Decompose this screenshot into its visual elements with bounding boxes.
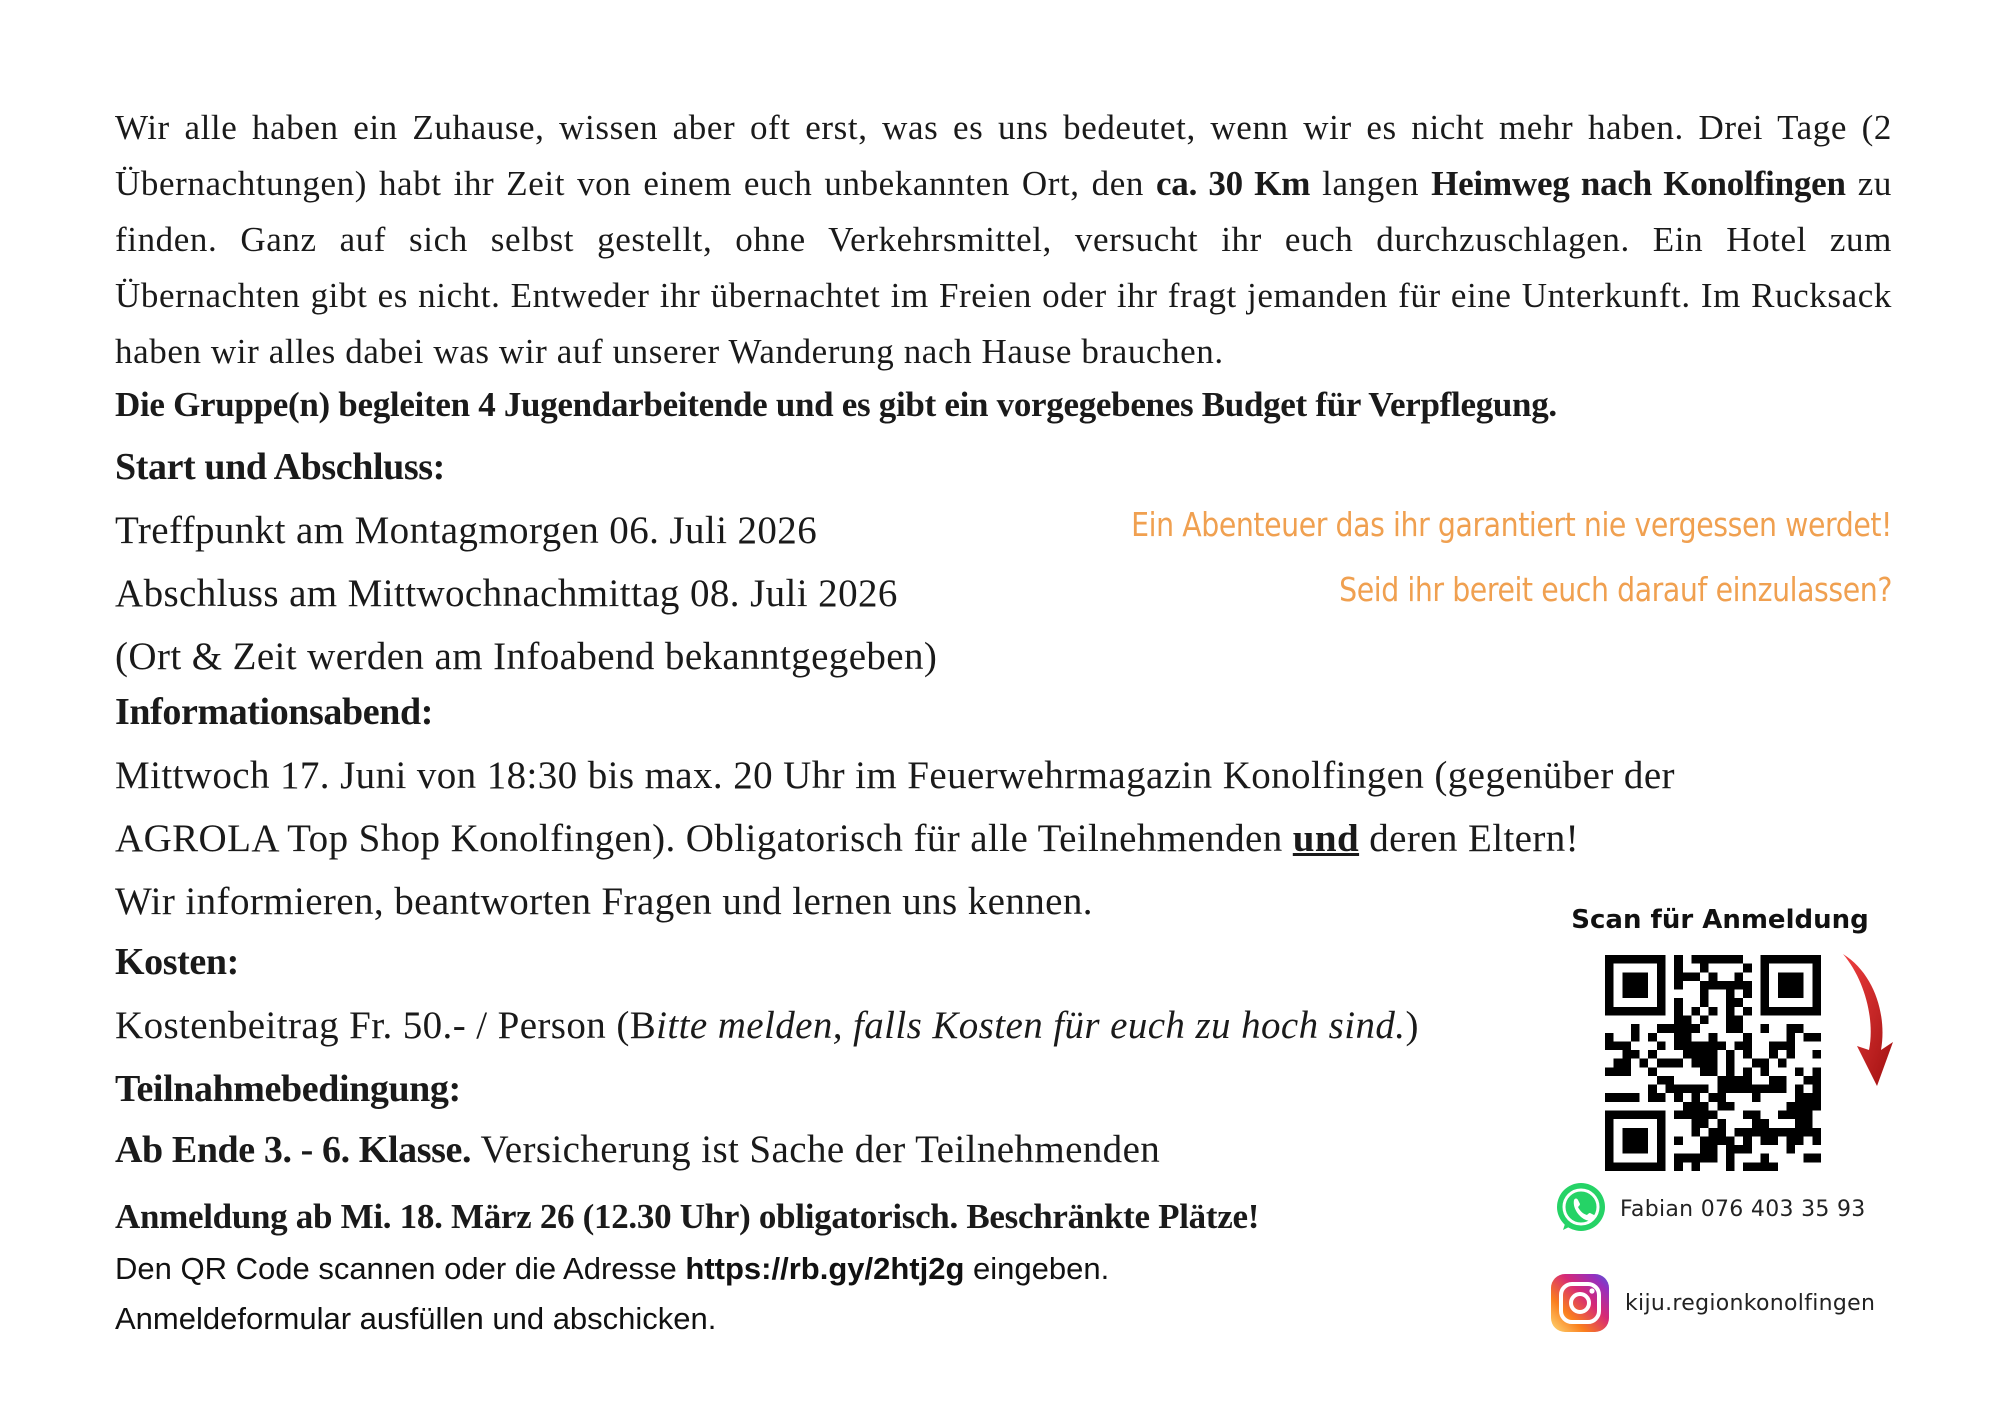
qr-module — [1631, 1024, 1640, 1033]
qr-module — [1700, 998, 1709, 1007]
start-meeting-line: Treffpunkt am Montagmorgen 06. Juli 2026 — [115, 509, 818, 552]
qr-module — [1743, 1041, 1752, 1050]
qr-module — [1691, 1119, 1700, 1128]
qr-module — [1614, 1067, 1623, 1076]
qr-module — [1622, 1041, 1631, 1050]
qr-module — [1665, 1076, 1674, 1085]
qr-module — [1622, 1059, 1631, 1068]
qr-module — [1683, 1050, 1692, 1059]
qr-module — [1743, 1145, 1752, 1154]
qr-module — [1812, 1050, 1821, 1059]
qr-module — [1717, 981, 1726, 990]
qr-module — [1752, 1111, 1761, 1120]
qr-module — [1812, 1154, 1821, 1163]
qr-module — [1735, 955, 1744, 964]
qr-module — [1717, 1076, 1726, 1085]
qr-module — [1769, 1076, 1778, 1085]
qr-module — [1795, 1024, 1804, 1033]
info-line-1: Mittwoch 17. Juni von 18:30 bis max. 20 Uhr im Feuerwehrmagazin Konolfingen (gegenüber der — [115, 754, 1675, 797]
qr-module — [1726, 1024, 1735, 1033]
qr-module — [1622, 1050, 1631, 1059]
info-und-emphasis: und — [1292, 817, 1360, 860]
conditions-rest: Versicherung ist Sache der Teilnehmenden — [471, 1128, 1161, 1171]
info-line-3: Wir informieren, beantworten Fragen und lernen uns kennen. — [115, 880, 1093, 923]
qr-module — [1657, 1076, 1666, 1085]
registration-headline: Anmeldung ab Mi. 18. März 26 (12.30 Uhr) obligatorisch. Beschränkte Plätze! — [115, 1197, 1260, 1236]
qr-module — [1709, 1154, 1718, 1163]
qr-module — [1709, 1033, 1718, 1042]
qr-module — [1717, 1093, 1726, 1102]
qr-module — [1683, 1111, 1692, 1120]
instagram-icon[interactable] — [1549, 1272, 1611, 1334]
qr-module — [1735, 972, 1744, 981]
qr-module — [1761, 1136, 1770, 1145]
qr-module — [1735, 1015, 1744, 1024]
qr-module — [1700, 981, 1709, 990]
qr-module — [1700, 955, 1709, 964]
qr-module — [1735, 998, 1744, 1007]
qr-module — [1648, 1093, 1657, 1102]
qr-module — [1786, 1145, 1795, 1154]
info-line-2-a: AGROLA Top Shop Konolfingen). Obligatorisch für alle Teilnehmenden — [115, 817, 1293, 860]
qr-module — [1622, 1067, 1631, 1076]
qr-module — [1683, 972, 1692, 981]
conditions-grade: Ab Ende 3. - 6. Klasse. — [115, 1129, 472, 1171]
qr-module — [1786, 1102, 1795, 1111]
qr-module — [1726, 955, 1735, 964]
start-heading: Start und Abschluss: — [115, 446, 445, 488]
qr-module — [1691, 1128, 1700, 1137]
costs-line — [115, 1003, 1419, 1048]
qr-module — [1665, 1059, 1674, 1068]
qr-module — [1752, 1093, 1761, 1102]
instagram-handle[interactable]: kiju.regionkonolfingen — [1625, 1291, 1876, 1316]
qr-module — [1726, 1102, 1735, 1111]
qr-module — [1700, 1015, 1709, 1024]
start-note-line: (Ort & Zeit werden am Infoabend bekanntgegeben) — [115, 635, 938, 678]
qr-module — [1761, 1128, 1770, 1137]
intro-text-1: Wir alle haben ein Zuhause, wissen aber oft erst, was es uns bedeutet, wenn wir es nicht mehr haben. Drei Tage (2 Übernachtungen) habt ihr Zeit von einem euch unbekannten Ort, den — [115, 108, 1892, 203]
qr-module — [1769, 1050, 1778, 1059]
qr-module — [1812, 1093, 1821, 1102]
qr-module — [1735, 1128, 1744, 1137]
qr-module — [1735, 1041, 1744, 1050]
costs-text-b: ) — [1405, 1004, 1419, 1047]
qr-module — [1778, 1041, 1787, 1050]
qr-module — [1683, 1102, 1692, 1111]
qr-module — [1812, 1102, 1821, 1111]
registration-text-b: eingeben. — [964, 1251, 1110, 1286]
conditions-heading: Teilnahmebedingung: — [115, 1068, 461, 1110]
qr-module — [1691, 972, 1700, 981]
qr-module — [1752, 1128, 1761, 1137]
qr-module — [1812, 1076, 1821, 1085]
qr-module — [1761, 1085, 1770, 1094]
qr-module — [1735, 1145, 1744, 1154]
qr-module — [1665, 1024, 1674, 1033]
qr-module — [1648, 1033, 1657, 1042]
qr-module — [1691, 1111, 1700, 1120]
qr-module — [1726, 998, 1735, 1007]
qr-module — [1786, 1136, 1795, 1145]
qr-module — [1804, 1102, 1813, 1111]
qr-module — [1795, 1067, 1804, 1076]
qr-module — [1691, 1154, 1700, 1163]
qr-module — [1648, 1085, 1657, 1094]
qr-module — [1709, 1007, 1718, 1016]
qr-module — [1769, 1128, 1778, 1137]
qr-module — [1691, 1041, 1700, 1050]
costs-heading: Kosten: — [115, 941, 239, 983]
qr-module — [1709, 1059, 1718, 1068]
qr-module — [1614, 1041, 1623, 1050]
whatsapp-icon[interactable] — [1553, 1180, 1609, 1236]
qr-module — [1804, 1119, 1813, 1128]
qr-module — [1769, 1162, 1778, 1171]
qr-module — [1657, 1041, 1666, 1050]
qr-module — [1761, 1024, 1770, 1033]
qr-module — [1778, 1128, 1787, 1137]
qr-module — [1674, 998, 1683, 1007]
qr-module — [1709, 981, 1718, 990]
qr-module — [1717, 955, 1726, 964]
qr-module — [1726, 1050, 1735, 1059]
qr-module — [1709, 1128, 1718, 1137]
qr-module — [1674, 1015, 1683, 1024]
qr-module — [1674, 1093, 1683, 1102]
qr-module — [1674, 1111, 1683, 1120]
registration-text-a: Den QR Code scannen oder die Adresse — [115, 1251, 686, 1286]
qr-module — [1743, 1033, 1752, 1042]
qr-module — [1778, 1059, 1787, 1068]
qr-module — [1761, 1119, 1770, 1128]
info-line-2 — [115, 816, 1579, 861]
qr-module — [1691, 1085, 1700, 1094]
qr-module — [1795, 1119, 1804, 1128]
qr-title: Scan für Anmeldung — [1571, 905, 1869, 935]
qr-module — [1726, 1059, 1735, 1068]
qr-module — [1786, 1033, 1795, 1042]
qr-module — [1700, 1145, 1709, 1154]
qr-module — [1717, 1128, 1726, 1137]
qr-module — [1726, 1145, 1735, 1154]
conditions-line — [115, 1127, 1160, 1172]
qr-module — [1700, 1041, 1709, 1050]
qr-module — [1743, 1136, 1752, 1145]
qr-module — [1674, 1007, 1683, 1016]
qr-module — [1700, 1136, 1709, 1145]
qr-module — [1709, 955, 1718, 964]
qr-module — [1683, 1085, 1692, 1094]
qr-module — [1795, 1136, 1804, 1145]
qr-module — [1691, 1024, 1700, 1033]
qr-module — [1674, 1085, 1683, 1094]
qr-code[interactable] — [1605, 955, 1821, 1171]
qr-module — [1717, 1119, 1726, 1128]
qr-module — [1674, 1033, 1683, 1042]
qr-module — [1709, 1136, 1718, 1145]
qr-module — [1674, 1024, 1683, 1033]
qr-module — [1778, 1076, 1787, 1085]
qr-module — [1769, 1136, 1778, 1145]
qr-module — [1674, 1162, 1683, 1171]
qr-module — [1709, 1041, 1718, 1050]
costs-text-italic: itte melden, falls Kosten für euch zu hoch sind. — [656, 1004, 1406, 1047]
qr-module — [1700, 964, 1709, 973]
qr-module — [1700, 1050, 1709, 1059]
qr-module — [1657, 1024, 1666, 1033]
registration-line-1 — [115, 1251, 1109, 1287]
qr-module — [1674, 955, 1683, 964]
qr-module — [1622, 1093, 1631, 1102]
qr-module — [1726, 1136, 1735, 1145]
qr-module — [1700, 1102, 1709, 1111]
qr-module — [1726, 1015, 1735, 1024]
intro-distance: ca. 30 Km — [1155, 164, 1311, 203]
info-line-2-b: deren Eltern! — [1359, 817, 1580, 860]
slogan-line-2: Seid ihr bereit euch darauf einzulassen? — [1339, 570, 1892, 609]
qr-module — [1683, 1154, 1692, 1163]
qr-module — [1726, 990, 1735, 999]
qr-module — [1709, 1111, 1718, 1120]
qr-module — [1674, 981, 1683, 990]
qr-module — [1743, 1128, 1752, 1137]
qr-module — [1743, 1067, 1752, 1076]
qr-module — [1691, 1059, 1700, 1068]
qr-module — [1726, 1067, 1735, 1076]
qr-module — [1631, 1033, 1640, 1042]
qr-module — [1691, 955, 1700, 964]
qr-module — [1605, 1093, 1614, 1102]
qr-module — [1700, 1067, 1709, 1076]
qr-module — [1743, 1085, 1752, 1094]
qr-module — [1631, 1093, 1640, 1102]
qr-module — [1786, 1111, 1795, 1120]
qr-module — [1605, 1041, 1614, 1050]
qr-module — [1709, 1093, 1718, 1102]
qr-module — [1761, 1067, 1770, 1076]
intro-text-2: langen — [1310, 164, 1432, 203]
qr-module — [1812, 1033, 1821, 1042]
qr-module — [1683, 1024, 1692, 1033]
qr-module — [1700, 1059, 1709, 1068]
qr-module — [1717, 1102, 1726, 1111]
start-end-line: Abschluss am Mittwochnachmittag 08. Juli 2026 — [115, 572, 898, 615]
qr-module — [1795, 1085, 1804, 1094]
qr-module — [1691, 1162, 1700, 1171]
qr-module — [1752, 1085, 1761, 1094]
qr-module — [1804, 1033, 1813, 1042]
qr-module — [1665, 1085, 1674, 1094]
qr-module — [1752, 1059, 1761, 1068]
qr-module — [1605, 1033, 1614, 1042]
qr-module — [1700, 1119, 1709, 1128]
qr-module — [1700, 1111, 1709, 1120]
qr-module — [1605, 1067, 1614, 1076]
qr-module — [1752, 1162, 1761, 1171]
qr-module — [1795, 1102, 1804, 1111]
qr-module — [1761, 1154, 1770, 1163]
qr-module — [1709, 1145, 1718, 1154]
qr-module — [1735, 1024, 1744, 1033]
qr-module — [1812, 1085, 1821, 1094]
qr-module — [1683, 1015, 1692, 1024]
qr-module — [1786, 1128, 1795, 1137]
qr-module — [1717, 1085, 1726, 1094]
registration-line-2: Anmeldeformular ausfüllen und abschicken. — [115, 1301, 717, 1336]
qr-module — [1674, 1154, 1683, 1163]
info-heading: Informationsabend: — [115, 691, 433, 733]
qr-module — [1674, 1136, 1683, 1145]
qr-module — [1691, 1050, 1700, 1059]
qr-module — [1804, 1076, 1813, 1085]
qr-module — [1726, 1007, 1735, 1016]
qr-module — [1648, 1050, 1657, 1059]
qr-module — [1726, 1154, 1735, 1163]
qr-module — [1717, 1136, 1726, 1145]
qr-module — [1648, 1067, 1657, 1076]
qr-module — [1709, 1050, 1718, 1059]
qr-module — [1769, 1085, 1778, 1094]
qr-module — [1812, 1067, 1821, 1076]
qr-module — [1726, 1076, 1735, 1085]
qr-module — [1657, 1093, 1666, 1102]
qr-module — [1709, 972, 1718, 981]
qr-module — [1683, 1041, 1692, 1050]
qr-module — [1812, 1136, 1821, 1145]
qr-module — [1700, 1154, 1709, 1163]
intro-paragraph — [115, 100, 1892, 380]
qr-module — [1717, 1041, 1726, 1050]
intro-text-3: zu finden. Ganz auf sich selbst gestellt, ohne Verkehrsmittel, versucht ihr euch durchzuschlagen. Ein Hotel zum Übernachten gibt es nicht. Entweder ihr übernachtet im Freien oder ihr fragt jemanden für eine Unterkunft. Im Rucksack haben wir alles dabei was wir auf unserer Wanderung nach Hause brauchen. — [115, 164, 1892, 371]
intro-destination: Heimweg nach Konolfingen — [1431, 164, 1846, 203]
qr-module — [1726, 1085, 1735, 1094]
qr-module — [1804, 1111, 1813, 1120]
qr-module — [1812, 1128, 1821, 1137]
qr-module — [1743, 1162, 1752, 1171]
qr-module — [1700, 1085, 1709, 1094]
qr-module — [1674, 972, 1683, 981]
qr-module — [1743, 990, 1752, 999]
group-note: Die Gruppe(n) begleiten 4 Jugendarbeitende und es gibt ein vorgegebenes Budget für Verpflegung. — [115, 385, 1557, 424]
arrow-down-icon — [1835, 950, 1895, 1090]
qr-module — [1674, 964, 1683, 973]
qr-module — [1726, 981, 1735, 990]
qr-module — [1743, 964, 1752, 973]
qr-module — [1674, 1041, 1683, 1050]
qr-module — [1691, 1102, 1700, 1111]
qr-module — [1778, 1111, 1787, 1120]
qr-module — [1743, 1076, 1752, 1085]
costs-text-a: Kostenbeitrag Fr. 50.- / Person (B — [115, 1004, 657, 1047]
qr-module — [1735, 1076, 1744, 1085]
qr-module — [1709, 1067, 1718, 1076]
qr-module — [1769, 1041, 1778, 1050]
qr-module — [1761, 1162, 1770, 1171]
qr-module — [1691, 1093, 1700, 1102]
qr-module — [1761, 1059, 1770, 1068]
registration-url-link[interactable]: https://rb.gy/2htj2g — [685, 1251, 965, 1286]
qr-module — [1614, 1093, 1623, 1102]
qr-module — [1786, 1050, 1795, 1059]
qr-module — [1743, 1111, 1752, 1120]
qr-module — [1795, 1093, 1804, 1102]
qr-module — [1631, 1050, 1640, 1059]
qr-module — [1691, 1007, 1700, 1016]
qr-module — [1735, 1085, 1744, 1094]
qr-module — [1795, 1128, 1804, 1137]
qr-module — [1743, 1007, 1752, 1016]
whatsapp-contact[interactable]: Fabian 076 403 35 93 — [1620, 1197, 1866, 1222]
qr-module — [1786, 1041, 1795, 1050]
qr-module — [1683, 1033, 1692, 1042]
slogan-line-1: Ein Abenteuer das ihr garantiert nie vergessen werdet! — [1131, 505, 1892, 544]
qr-module — [1786, 1024, 1795, 1033]
qr-module — [1804, 1093, 1813, 1102]
qr-module — [1735, 981, 1744, 990]
qr-module — [1674, 1059, 1683, 1068]
qr-module — [1778, 1085, 1787, 1094]
qr-module — [1752, 1119, 1761, 1128]
qr-module — [1804, 1154, 1813, 1163]
qr-module — [1743, 1050, 1752, 1059]
qr-module — [1657, 1059, 1666, 1068]
qr-module — [1804, 1128, 1813, 1137]
qr-module — [1795, 1111, 1804, 1120]
qr-module — [1700, 990, 1709, 999]
qr-module — [1614, 1059, 1623, 1068]
qr-module — [1640, 1059, 1649, 1068]
qr-module — [1743, 981, 1752, 990]
qr-module — [1726, 1162, 1735, 1171]
slogan — [1118, 492, 1892, 622]
